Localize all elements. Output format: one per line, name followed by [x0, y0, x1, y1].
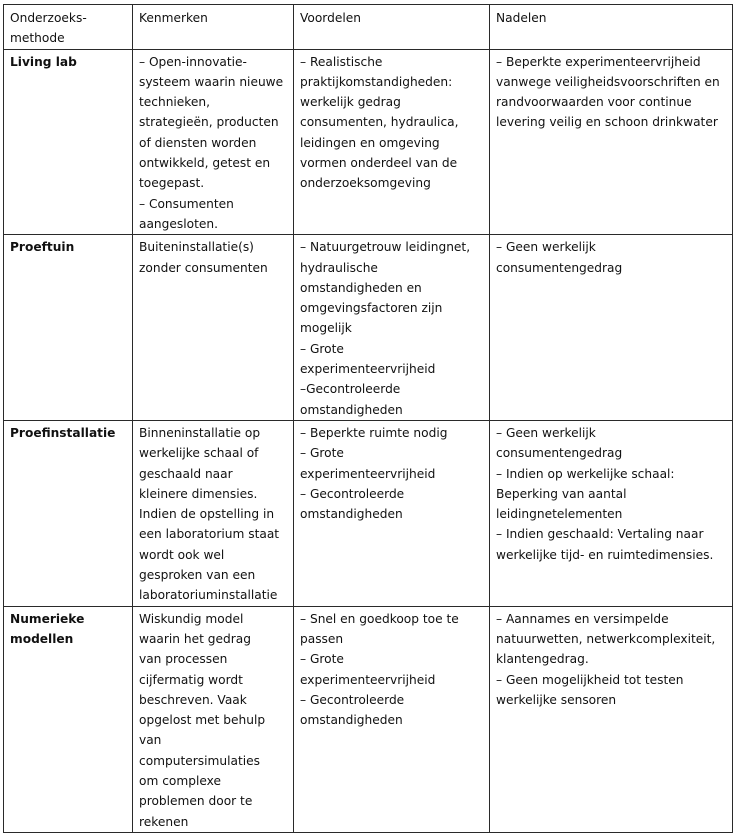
cell-line: experimenteervrijheid: [300, 466, 436, 481]
header-method-line: methode: [10, 31, 65, 46]
cell-line: – Geen werkelijk: [496, 425, 596, 440]
cell-line: rekenen: [139, 814, 189, 829]
cell-line: modellen: [10, 631, 74, 646]
cell-line: – Gecontroleerde: [300, 692, 405, 707]
voordelen-cell: [294, 49, 490, 235]
cell-line: –Gecontroleerde: [300, 382, 401, 397]
method-cell: [4, 235, 133, 421]
cell-line: levering veilig en schoon drinkwater: [496, 115, 718, 130]
method-cell: [4, 420, 133, 606]
table-header: [4, 5, 733, 50]
cell-line: werkelijk gedrag: [300, 95, 401, 110]
cell-line: laboratoriuminstallatie: [139, 588, 278, 603]
cell-line: Numerieke: [10, 611, 85, 626]
cell-line: omgevingsfactoren zijn: [300, 301, 443, 316]
cell-line: – Beperkte experimenteervrijheid: [496, 54, 701, 69]
cell-line: natuurwetten, netwerkcomplexiteit,: [496, 631, 716, 646]
nadelen-cell: [490, 235, 733, 421]
header-voordelen: [294, 5, 490, 50]
nadelen-cell: [490, 49, 733, 235]
cell-line: – Grote: [300, 341, 344, 356]
cell-line: experimenteervrijheid: [300, 672, 436, 687]
cell-line: consumentengedrag: [496, 446, 623, 461]
cell-line: cijfermatig wordt: [139, 672, 243, 687]
cell-line: omstandigheden: [300, 507, 403, 522]
cell-line: hydraulische: [300, 260, 378, 275]
cell-line: consumenten, hydraulica,: [300, 115, 459, 130]
cell-line: onderzoeksomgeving: [300, 176, 431, 191]
cell-line: Wiskundig model: [139, 611, 244, 626]
cell-line: Living lab: [10, 54, 77, 69]
table-body: [4, 49, 733, 832]
cell-line: Beperking van aantal: [496, 486, 627, 501]
cell-line: van processen: [139, 652, 228, 667]
cell-line: beschreven. Vaak: [139, 692, 247, 707]
cell-line: leidingen en omgeving: [300, 135, 440, 150]
voordelen-cell: [294, 420, 490, 606]
cell-line: aangesloten.: [139, 216, 218, 231]
cell-line: – Grote: [300, 652, 344, 667]
cell-line: vormen onderdeel van de: [300, 156, 458, 171]
header-method-line: Onderzoeks-: [10, 11, 87, 25]
cell-line: omstandigheden: [300, 402, 403, 417]
cell-line: Indien de opstelling in: [139, 507, 275, 522]
cell-line: – Grote: [300, 446, 344, 461]
cell-line: Buiteninstallatie(s): [139, 240, 254, 255]
kenmerken-cell: [133, 235, 294, 421]
header-method: [4, 5, 133, 50]
kenmerken-cell: [133, 420, 294, 606]
header-voordelen-line: Voordelen: [300, 11, 361, 25]
cell-line: vanwege veiligheidsvoorschriften en: [496, 74, 720, 89]
cell-line: – Realistische: [300, 54, 383, 69]
cell-line: – Beperkte ruimte nodig: [300, 425, 448, 440]
cell-line: problemen door te: [139, 794, 253, 809]
cell-line: werkelijke schaal of: [139, 446, 259, 461]
kenmerken-cell: [133, 606, 294, 832]
cell-line: – Snel en goedkoop toe te: [300, 611, 459, 626]
cell-line: omstandigheden: [300, 713, 403, 728]
table-row: [4, 235, 733, 421]
cell-line: strategieën, producten: [139, 115, 279, 130]
method-cell: [4, 606, 133, 832]
cell-line: – Open-innovatie-: [139, 54, 247, 69]
cell-line: opgelost met behulp: [139, 713, 266, 728]
cell-line: of diensten worden: [139, 135, 257, 150]
cell-line: – Indien geschaald: Vertaling naar: [496, 527, 704, 542]
cell-line: – Geen mogelijkheid tot testen: [496, 672, 684, 687]
cell-line: om complexe: [139, 773, 221, 788]
header-nadelen: [490, 5, 733, 50]
header-nadelen-line: Nadelen: [496, 11, 547, 25]
cell-line: een laboratorium staat: [139, 527, 280, 542]
cell-line: ontwikkeld, getest en: [139, 156, 271, 171]
voordelen-cell: [294, 606, 490, 832]
cell-line: – Indien op werkelijke schaal:: [496, 466, 675, 481]
header-kenmerken: [133, 5, 294, 50]
cell-line: Proeftuin: [10, 240, 75, 255]
cell-line: – Geen werkelijk: [496, 240, 596, 255]
cell-line: consumentengedrag: [496, 260, 623, 275]
cell-line: experimenteervrijheid: [300, 362, 436, 377]
cell-line: zonder consumenten: [139, 260, 268, 275]
nadelen-cell: [490, 420, 733, 606]
cell-line: werkelijke tijd- en ruimtedimensies.: [496, 547, 714, 562]
kenmerken-cell: [133, 49, 294, 235]
cell-line: gesproken van een: [139, 568, 256, 583]
cell-line: Proefinstallatie: [10, 425, 116, 440]
cell-line: toegepast.: [139, 176, 205, 191]
cell-line: – Consumenten: [139, 196, 234, 211]
table-row: [4, 606, 733, 832]
cell-line: passen: [300, 631, 344, 646]
nadelen-cell: [490, 606, 733, 832]
cell-line: praktijkomstandigheden:: [300, 74, 453, 89]
research-methods-table: [3, 4, 733, 833]
header-row: [4, 5, 733, 50]
voordelen-cell: [294, 235, 490, 421]
cell-line: wordt ook wel: [139, 547, 225, 562]
cell-line: klantengedrag.: [496, 652, 589, 667]
cell-line: Binneninstallatie op: [139, 425, 261, 440]
cell-line: werkelijke sensoren: [496, 692, 617, 707]
cell-line: kleinere dimensies.: [139, 486, 258, 501]
cell-line: – Natuurgetrouw leidingnet,: [300, 240, 471, 255]
cell-line: – Aannames en versimpelde: [496, 611, 669, 626]
cell-line: waarin het gedrag: [139, 631, 251, 646]
cell-line: randvoorwaarden voor continue: [496, 95, 692, 110]
cell-line: computersimulaties: [139, 753, 260, 768]
cell-line: geschaald naar: [139, 466, 233, 481]
cell-line: mogelijk: [300, 321, 352, 336]
cell-line: omstandigheden en: [300, 280, 422, 295]
method-cell: [4, 49, 133, 235]
cell-line: systeem waarin nieuwe: [139, 74, 284, 89]
cell-line: van: [139, 733, 162, 748]
header-kenmerken-line: Kenmerken: [139, 11, 208, 25]
cell-line: leidingnetelementen: [496, 507, 623, 522]
cell-line: – Gecontroleerde: [300, 486, 405, 501]
table-row: [4, 420, 733, 606]
table-row: [4, 49, 733, 235]
cell-line: technieken,: [139, 95, 211, 110]
